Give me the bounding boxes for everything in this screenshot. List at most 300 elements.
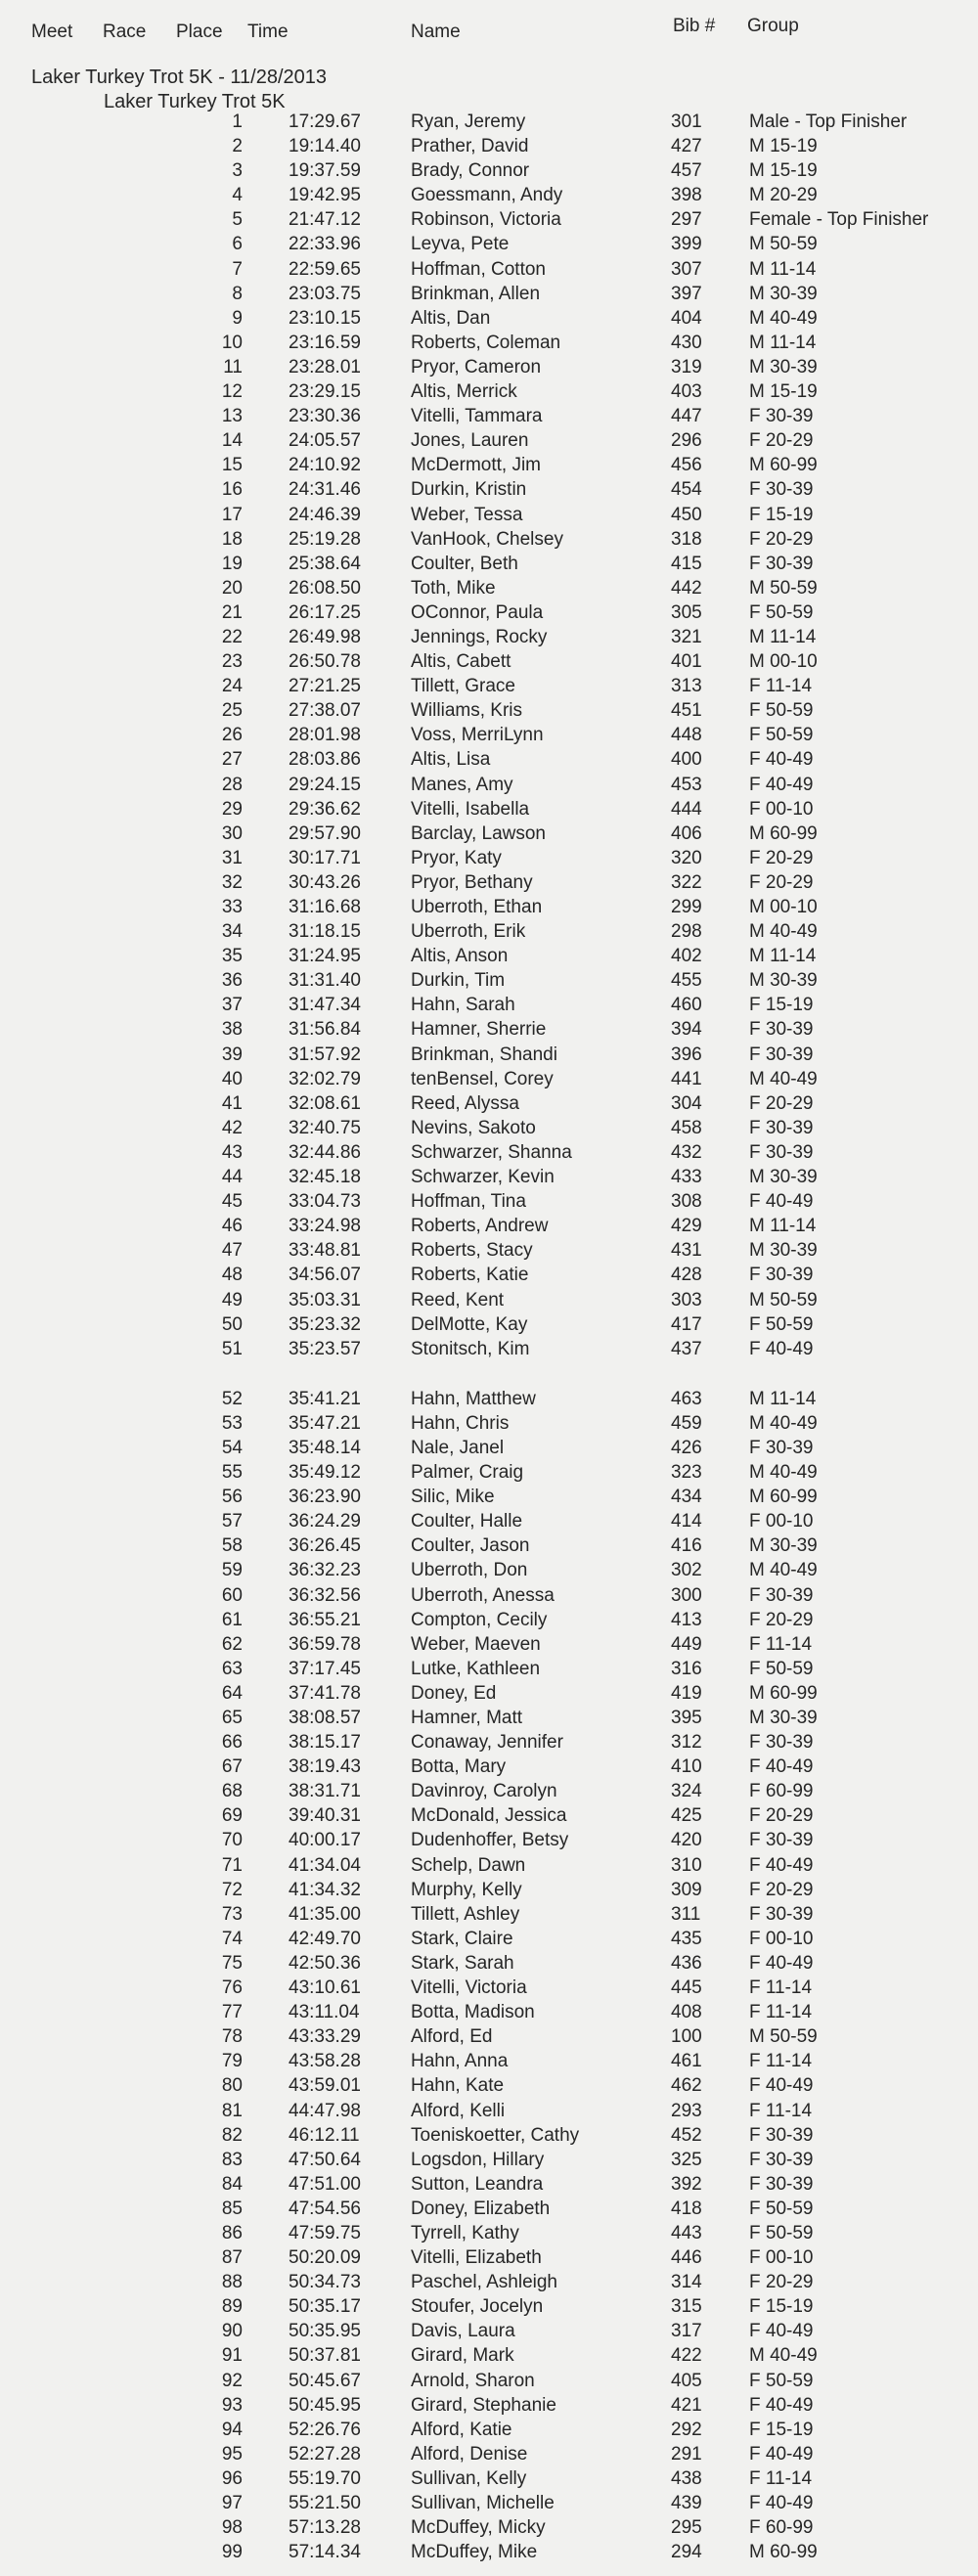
cell-group: M 00-10 xyxy=(749,897,818,917)
cell-time: 22:33.96 xyxy=(289,234,361,255)
cell-time: 24:31.46 xyxy=(289,479,361,501)
cell-group: M 40-49 xyxy=(749,1560,818,1581)
cell-place: 61 xyxy=(221,1609,243,1630)
cell-place: 76 xyxy=(221,1977,243,1999)
cell-time: 38:19.43 xyxy=(289,1756,361,1778)
cell-place: 30 xyxy=(221,822,243,844)
cell-name: Vitelli, Elizabeth xyxy=(411,2247,542,2269)
cell-name: Coulter, Jason xyxy=(411,1535,530,1557)
cell-group: F 50-59 xyxy=(749,725,814,746)
cell-group: M 60-99 xyxy=(749,455,818,476)
table-row xyxy=(0,183,978,207)
cell-group: F 40-49 xyxy=(749,1191,814,1213)
cell-time: 41:35.00 xyxy=(289,1903,361,1925)
cell-bib: 314 xyxy=(671,2272,702,2293)
cell-time: 42:50.36 xyxy=(289,1952,361,1974)
cell-bib: 309 xyxy=(671,1879,702,1900)
cell-name: Jennings, Rocky xyxy=(411,626,548,647)
cell-place: 38 xyxy=(221,1019,243,1041)
cell-name: Girard, Mark xyxy=(411,2345,514,2367)
cell-group: M 15-19 xyxy=(749,381,818,403)
cell-name: Stoufer, Jocelyn xyxy=(411,2296,544,2318)
cell-name: Weber, Maeven xyxy=(411,1633,541,1655)
cell-group: M 30-39 xyxy=(749,1167,818,1188)
cell-name: Davinroy, Carolyn xyxy=(411,1781,557,1802)
cell-group: M 60-99 xyxy=(749,822,818,844)
table-row xyxy=(0,1828,978,1852)
table-row xyxy=(0,1730,978,1754)
cell-bib: 455 xyxy=(671,970,702,992)
cell-place: 86 xyxy=(221,2222,243,2243)
cell-place: 90 xyxy=(221,2321,243,2342)
table-row xyxy=(0,1632,978,1657)
cell-bib: 422 xyxy=(671,2345,702,2367)
cell-bib: 292 xyxy=(671,2419,702,2440)
cell-place: 99 xyxy=(221,2542,243,2563)
cell-bib: 421 xyxy=(671,2394,702,2416)
table-row xyxy=(0,2369,978,2393)
cell-bib: 420 xyxy=(671,1830,702,1851)
cell-place: 16 xyxy=(221,479,243,501)
cell-name: Prather, David xyxy=(411,136,529,157)
cell-name: Dudenhoffer, Betsy xyxy=(411,1830,569,1851)
cell-place: 97 xyxy=(221,2493,243,2513)
cell-time: 36:23.90 xyxy=(289,1487,361,1508)
cell-group: M 11-14 xyxy=(749,1388,817,1409)
cell-place: 17 xyxy=(221,504,243,525)
cell-time: 46:12.11 xyxy=(289,2124,360,2146)
cell-name: Murphy, Kelly xyxy=(411,1879,522,1900)
cell-name: Hoffman, Cotton xyxy=(411,258,547,280)
cell-place: 51 xyxy=(221,1338,243,1359)
cell-bib: 441 xyxy=(671,1068,702,1089)
cell-name: Lutke, Kathleen xyxy=(411,1658,541,1679)
cell-bib: 291 xyxy=(671,2443,702,2465)
cell-place: 77 xyxy=(221,2002,243,2023)
cell-group: F 40-49 xyxy=(749,1756,814,1778)
cell-time: 23:03.75 xyxy=(289,283,361,304)
meet-title: Laker Turkey Trot 5K - 11/28/2013 xyxy=(31,67,328,88)
cell-name: Roberts, Stacy xyxy=(411,1240,533,1262)
cell-group: M 11-14 xyxy=(749,1216,817,1237)
cell-place: 44 xyxy=(221,1167,243,1188)
header-group: Group xyxy=(747,16,799,36)
cell-place: 73 xyxy=(221,1903,243,1925)
cell-time: 22:59.65 xyxy=(289,258,361,280)
cell-group: M 20-29 xyxy=(749,185,818,206)
table-row xyxy=(0,944,978,968)
cell-name: Weber, Tessa xyxy=(411,504,523,525)
cell-group: M 30-39 xyxy=(749,1535,818,1557)
table-row xyxy=(0,527,978,552)
cell-time: 32:45.18 xyxy=(289,1167,361,1188)
cell-bib: 402 xyxy=(671,946,702,967)
cell-place: 8 xyxy=(232,283,243,304)
cell-place: 50 xyxy=(221,1313,243,1335)
table-row xyxy=(0,600,978,625)
table-row xyxy=(0,306,978,331)
cell-group: M 11-14 xyxy=(749,258,817,280)
cell-bib: 100 xyxy=(671,2026,702,2048)
table-row xyxy=(0,993,978,1017)
table-row xyxy=(0,1387,978,1411)
cell-group: F 40-49 xyxy=(749,2321,814,2342)
cell-bib: 319 xyxy=(671,356,702,378)
cell-bib: 428 xyxy=(671,1265,702,1286)
cell-place: 74 xyxy=(221,1928,243,1949)
table-row xyxy=(0,2515,978,2540)
cell-group: M 50-59 xyxy=(749,2026,818,2048)
cell-name: Hamner, Sherrie xyxy=(411,1019,547,1041)
cell-bib: 300 xyxy=(671,1584,702,1606)
table-row xyxy=(0,1533,978,1558)
cell-bib: 316 xyxy=(671,1658,702,1679)
table-row xyxy=(0,1411,978,1436)
cell-group: Female - Top Finisher xyxy=(749,209,929,231)
cell-name: Pryor, Cameron xyxy=(411,356,542,378)
cell-name: Paschel, Ashleigh xyxy=(411,2272,557,2293)
table-row xyxy=(0,1657,978,1681)
table-row xyxy=(0,2099,978,2123)
cell-name: Compton, Cecily xyxy=(411,1609,548,1630)
table-row xyxy=(0,1288,978,1312)
table-row xyxy=(0,2024,978,2049)
cell-name: Botta, Mary xyxy=(411,1756,507,1778)
cell-name: Altis, Lisa xyxy=(411,749,491,771)
cell-name: Alford, Ed xyxy=(411,2026,493,2048)
cell-time: 24:10.92 xyxy=(289,455,361,476)
cell-place: 68 xyxy=(221,1781,243,1802)
cell-bib: 311 xyxy=(671,1903,701,1925)
cell-time: 35:41.21 xyxy=(289,1388,361,1409)
cell-group: F 40-49 xyxy=(749,1952,814,1974)
cell-time: 36:59.78 xyxy=(289,1633,361,1655)
table-row xyxy=(0,2418,978,2442)
table-row xyxy=(0,576,978,600)
cell-place: 78 xyxy=(221,2026,243,2048)
cell-group: M 60-99 xyxy=(749,1487,818,1508)
cell-name: Roberts, Andrew xyxy=(411,1216,549,1237)
cell-place: 84 xyxy=(221,2173,243,2195)
cell-bib: 448 xyxy=(671,725,702,746)
cell-time: 27:38.07 xyxy=(289,700,361,722)
table-row xyxy=(0,379,978,404)
cell-name: Jones, Lauren xyxy=(411,430,529,452)
cell-group: F 11-14 xyxy=(749,2100,813,2121)
cell-place: 62 xyxy=(221,1633,243,1655)
cell-place: 70 xyxy=(221,1830,243,1851)
cell-name: Tillett, Grace xyxy=(411,676,515,697)
cell-bib: 400 xyxy=(671,749,702,771)
cell-group: M 50-59 xyxy=(749,1289,818,1310)
table-row xyxy=(0,232,978,256)
cell-bib: 458 xyxy=(671,1117,702,1138)
cell-bib: 307 xyxy=(671,258,702,280)
cell-group: M 30-39 xyxy=(749,1708,818,1728)
cell-bib: 298 xyxy=(671,921,702,943)
cell-bib: 405 xyxy=(671,2370,702,2391)
table-row xyxy=(0,1681,978,1706)
table-row xyxy=(0,158,978,183)
cell-place: 53 xyxy=(221,1412,243,1434)
cell-group: F 20-29 xyxy=(749,430,814,452)
cell-place: 72 xyxy=(221,1879,243,1900)
cell-bib: 415 xyxy=(671,553,702,574)
cell-time: 31:57.92 xyxy=(289,1044,361,1065)
cell-name: Alford, Kelli xyxy=(411,2100,506,2121)
cell-time: 35:03.31 xyxy=(289,1289,361,1310)
cell-name: Vitelli, Victoria xyxy=(411,1977,527,1999)
cell-bib: 417 xyxy=(671,1313,702,1335)
cell-time: 40:00.17 xyxy=(289,1830,361,1851)
cell-time: 36:32.23 xyxy=(289,1560,361,1581)
table-row xyxy=(0,968,978,993)
cell-place: 54 xyxy=(221,1437,243,1458)
cell-group: F 30-39 xyxy=(749,1903,814,1925)
cell-bib: 438 xyxy=(671,2467,702,2489)
cell-time: 31:47.34 xyxy=(289,995,361,1016)
table-row xyxy=(0,2000,978,2024)
cell-time: 37:41.78 xyxy=(289,1682,361,1704)
cell-bib: 313 xyxy=(671,676,702,697)
cell-name: Toth, Mike xyxy=(411,577,496,599)
cell-bib: 318 xyxy=(671,528,702,550)
cell-time: 23:16.59 xyxy=(289,332,361,353)
cell-group: Male - Top Finisher xyxy=(749,111,908,132)
cell-time: 21:47.12 xyxy=(289,209,361,231)
cell-bib: 442 xyxy=(671,577,702,599)
cell-bib: 429 xyxy=(671,1216,702,1237)
cell-place: 67 xyxy=(221,1756,243,1778)
cell-place: 14 xyxy=(221,430,243,452)
cell-place: 79 xyxy=(221,2051,243,2072)
cell-name: McDonald, Jessica xyxy=(411,1805,567,1827)
cell-name: Roberts, Coleman xyxy=(411,332,561,353)
table-row xyxy=(0,2294,978,2319)
cell-place: 28 xyxy=(221,774,243,795)
cell-name: Uberroth, Erik xyxy=(411,921,526,943)
cell-name: Schelp, Dawn xyxy=(411,1854,526,1876)
cell-group: F 40-49 xyxy=(749,2493,814,2513)
cell-time: 52:26.76 xyxy=(289,2419,361,2440)
cell-time: 44:47.98 xyxy=(289,2100,361,2121)
cell-bib: 294 xyxy=(671,2542,702,2563)
table-row xyxy=(0,723,978,747)
cell-group: F 20-29 xyxy=(749,1879,814,1900)
cell-place: 63 xyxy=(221,1658,243,1679)
cell-time: 50:35.95 xyxy=(289,2321,361,2342)
cell-bib: 447 xyxy=(671,406,702,427)
cell-name: Brinkman, Shandi xyxy=(411,1044,557,1065)
table-row xyxy=(0,2319,978,2343)
cell-bib: 450 xyxy=(671,504,702,525)
cell-group: F 30-39 xyxy=(749,406,814,427)
cell-name: Barclay, Lawson xyxy=(411,822,546,844)
cell-time: 29:24.15 xyxy=(289,774,361,795)
cell-bib: 456 xyxy=(671,455,702,476)
cell-time: 29:36.62 xyxy=(289,798,361,820)
cell-place: 65 xyxy=(221,1708,243,1728)
cell-name: Durkin, Tim xyxy=(411,970,506,992)
table-row xyxy=(0,1263,978,1287)
cell-bib: 303 xyxy=(671,1289,702,1310)
cell-name: Stark, Sarah xyxy=(411,1952,514,1974)
cell-name: Davis, Laura xyxy=(411,2321,515,2342)
cell-name: Hahn, Chris xyxy=(411,1412,510,1434)
cell-time: 19:37.59 xyxy=(289,160,361,182)
cell-group: F 30-39 xyxy=(749,2124,814,2146)
table-row xyxy=(0,1043,978,1067)
cell-time: 33:24.98 xyxy=(289,1216,361,1237)
cell-place: 89 xyxy=(221,2296,243,2318)
cell-name: Uberroth, Ethan xyxy=(411,897,543,917)
cell-group: M 00-10 xyxy=(749,651,818,673)
cell-place: 47 xyxy=(221,1240,243,1262)
cell-name: Hahn, Matthew xyxy=(411,1388,536,1409)
cell-bib: 396 xyxy=(671,1044,702,1065)
cell-place: 98 xyxy=(221,2517,243,2539)
header-name: Name xyxy=(411,22,461,42)
table-row xyxy=(0,331,978,355)
cell-name: Nevins, Sakoto xyxy=(411,1117,536,1138)
cell-name: Hahn, Anna xyxy=(411,2051,509,2072)
cell-group: M 40-49 xyxy=(749,307,818,329)
cell-time: 47:50.64 xyxy=(289,2149,361,2170)
cell-bib: 457 xyxy=(671,160,702,182)
cell-place: 81 xyxy=(221,2100,243,2121)
table-row xyxy=(0,1312,978,1337)
cell-group: F 30-39 xyxy=(749,1830,814,1851)
table-row xyxy=(0,773,978,797)
cell-bib: 305 xyxy=(671,601,702,623)
cell-bib: 397 xyxy=(671,283,702,304)
cell-place: 58 xyxy=(221,1535,243,1557)
table-row xyxy=(0,257,978,282)
cell-name: Alford, Katie xyxy=(411,2419,512,2440)
cell-group: M 40-49 xyxy=(749,1462,818,1484)
cell-place: 92 xyxy=(221,2370,243,2391)
cell-bib: 453 xyxy=(671,774,702,795)
cell-group: F 50-59 xyxy=(749,2198,814,2219)
cell-name: Sullivan, Kelly xyxy=(411,2467,527,2489)
cell-group: F 40-49 xyxy=(749,2394,814,2416)
cell-group: F 60-99 xyxy=(749,1781,814,1802)
cell-group: M 50-59 xyxy=(749,577,818,599)
cell-place: 23 xyxy=(221,651,243,673)
cell-name: Altis, Anson xyxy=(411,946,509,967)
cell-bib: 322 xyxy=(671,871,702,893)
cell-group: F 20-29 xyxy=(749,1805,814,1827)
cell-time: 30:43.26 xyxy=(289,871,361,893)
cell-place: 2 xyxy=(232,136,243,157)
header-bib: Bib # xyxy=(673,16,716,36)
cell-place: 71 xyxy=(221,1854,243,1876)
table-row xyxy=(0,1976,978,2000)
cell-time: 23:28.01 xyxy=(289,356,361,378)
table-row xyxy=(0,1951,978,1976)
cell-group: F 40-49 xyxy=(749,2075,814,2097)
cell-name: VanHook, Chelsey xyxy=(411,528,563,550)
cell-time: 31:18.15 xyxy=(289,921,361,943)
cell-name: Hahn, Kate xyxy=(411,2075,505,2097)
cell-place: 93 xyxy=(221,2394,243,2416)
cell-time: 57:13.28 xyxy=(289,2517,361,2539)
cell-place: 80 xyxy=(221,2075,243,2097)
page-break-gap xyxy=(0,1361,978,1387)
cell-group: F 30-39 xyxy=(749,553,814,574)
cell-bib: 445 xyxy=(671,1977,702,1999)
cell-place: 36 xyxy=(221,970,243,992)
cell-group: M 15-19 xyxy=(749,160,818,182)
cell-place: 22 xyxy=(221,626,243,647)
cell-time: 47:54.56 xyxy=(289,2198,361,2219)
cell-group: F 11-14 xyxy=(749,1633,813,1655)
cell-place: 48 xyxy=(221,1265,243,1286)
cell-place: 91 xyxy=(221,2345,243,2367)
table-row xyxy=(0,110,978,134)
cell-time: 33:04.73 xyxy=(289,1191,361,1213)
cell-place: 40 xyxy=(221,1068,243,1089)
cell-group: F 00-10 xyxy=(749,1928,814,1949)
cell-time: 31:56.84 xyxy=(289,1019,361,1041)
table-row xyxy=(0,2245,978,2270)
cell-bib: 461 xyxy=(671,2051,702,2072)
table-row xyxy=(0,1214,978,1238)
cell-time: 43:33.29 xyxy=(289,2026,361,2048)
cell-place: 35 xyxy=(221,946,243,967)
cell-bib: 394 xyxy=(671,1019,702,1041)
cell-time: 19:42.95 xyxy=(289,185,361,206)
cell-time: 32:40.75 xyxy=(289,1117,361,1138)
cell-time: 42:49.70 xyxy=(289,1928,361,1949)
cell-bib: 321 xyxy=(671,626,702,647)
table-row xyxy=(0,2491,978,2515)
cell-group: F 20-29 xyxy=(749,871,814,893)
cell-bib: 431 xyxy=(671,1240,702,1262)
table-row xyxy=(0,1460,978,1485)
cell-group: M 40-49 xyxy=(749,2345,818,2367)
cell-name: Manes, Amy xyxy=(411,774,513,795)
cell-time: 50:45.95 xyxy=(289,2394,361,2416)
cell-time: 43:11.04 xyxy=(289,2002,360,2023)
table-row xyxy=(0,2466,978,2491)
cell-time: 55:19.70 xyxy=(289,2467,361,2489)
cell-time: 32:02.79 xyxy=(289,1068,361,1089)
table-row xyxy=(0,2393,978,2418)
cell-name: Durkin, Kristin xyxy=(411,479,527,501)
cell-name: OConnor, Paula xyxy=(411,601,544,623)
cell-place: 69 xyxy=(221,1805,243,1827)
cell-group: F 30-39 xyxy=(749,1584,814,1606)
cell-time: 25:38.64 xyxy=(289,553,361,574)
cell-bib: 299 xyxy=(671,897,702,917)
table-row xyxy=(0,2221,978,2245)
cell-time: 50:34.73 xyxy=(289,2272,361,2293)
cell-time: 35:48.14 xyxy=(289,1437,361,1458)
table-row xyxy=(0,2197,978,2221)
cell-group: M 30-39 xyxy=(749,283,818,304)
cell-bib: 459 xyxy=(671,1412,702,1434)
cell-time: 36:24.29 xyxy=(289,1511,361,1532)
table-row xyxy=(0,404,978,428)
table-row xyxy=(0,2270,978,2294)
cell-group: F 30-39 xyxy=(749,1437,814,1458)
cell-time: 43:10.61 xyxy=(289,1977,361,1999)
cell-name: Hoffman, Tina xyxy=(411,1191,526,1213)
cell-place: 95 xyxy=(221,2443,243,2465)
cell-bib: 392 xyxy=(671,2173,702,2195)
table-row xyxy=(0,1238,978,1263)
